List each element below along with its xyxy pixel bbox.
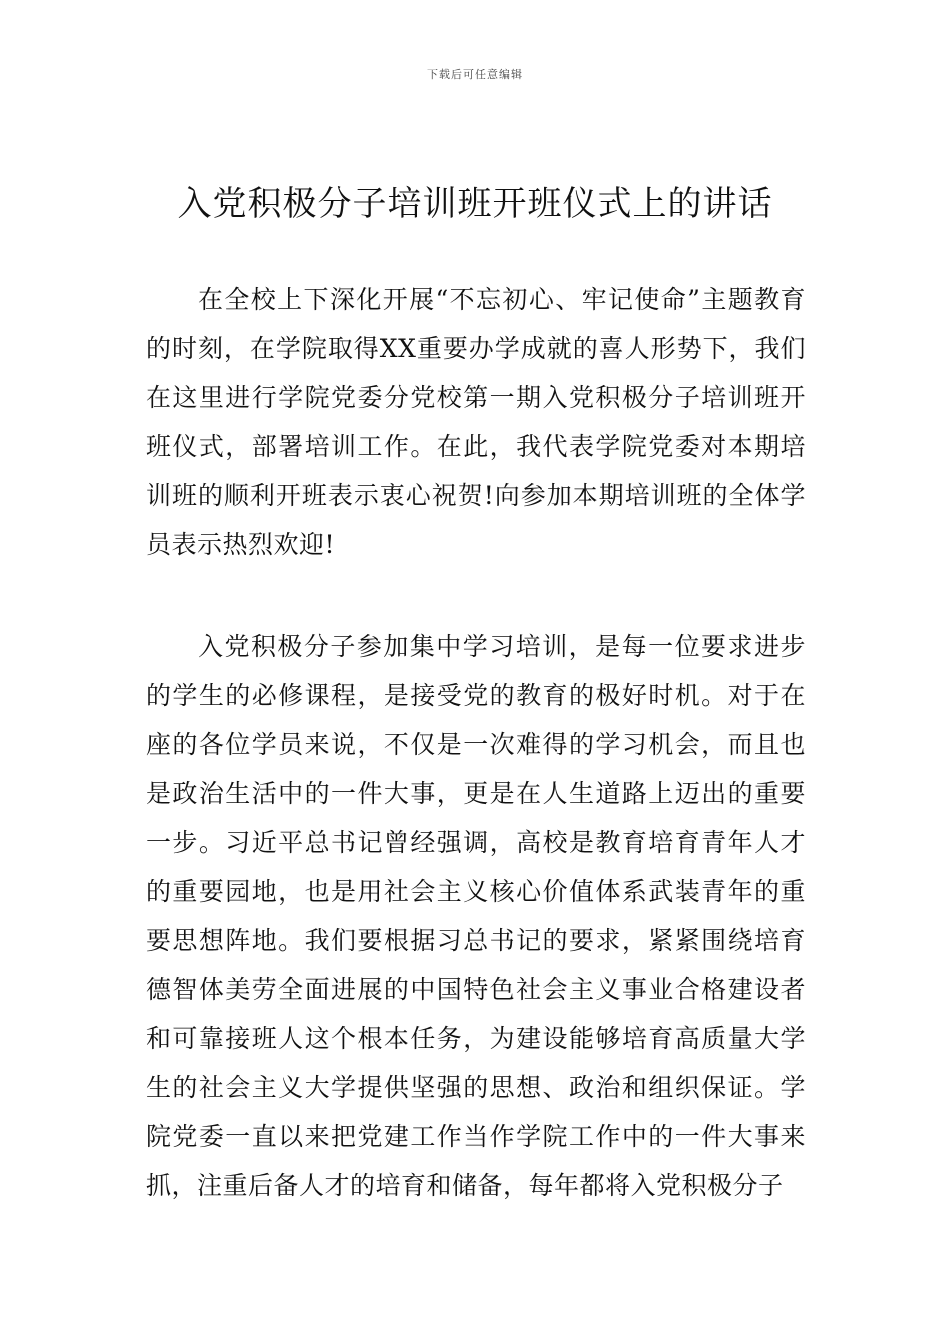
header-note: 下载后可任意编辑	[427, 68, 523, 81]
document-title: 入党积极分子培训班开班仪式上的讲话	[177, 184, 773, 224]
body-paragraph: 入党积极分子参加集中学习培训，是每一位要求进步的学生的必修课程，是接受党的教育的极好时机。对于在座的各位学员来说，不仅是一次难得的学习机会，而且也是政治生活中的一件大事，更是在人生道路上迈出的重要一步。习近平总书记曾经强调，高校是教育培育青年人才的重要园地，也是用社会主义核心价值体系武装青年的重要思想阵地。我们要根据习总书记的要求，紧紧围绕培育德智体美劳全面进展的中国特色社会主义事业合格建设者和可靠接班人这个根本任务，为建设能够培育高质量大学生的社会主义大学提供坚强的思想、政治和组织保证。学院党委一直以来把党建工作当作学院工作中的一件大事来抓，注重后备人才的培育和储备，每年都将入党积极分子	[146, 632, 806, 1200]
body-paragraph: 在全校上下深化开展“不忘初心、牢记使命”主题教育的时刻，在学院取得XX重要办学成就的喜人形势下，我们在这里进行学院党委分党校第一期入党积极分子培训班开班仪式，部署培训工作。在此，我代表学院党委对本期培训班的顺利开班表示衷心祝贺!向参加本期培训班的全体学员表示热烈欢迎!	[146, 285, 806, 559]
